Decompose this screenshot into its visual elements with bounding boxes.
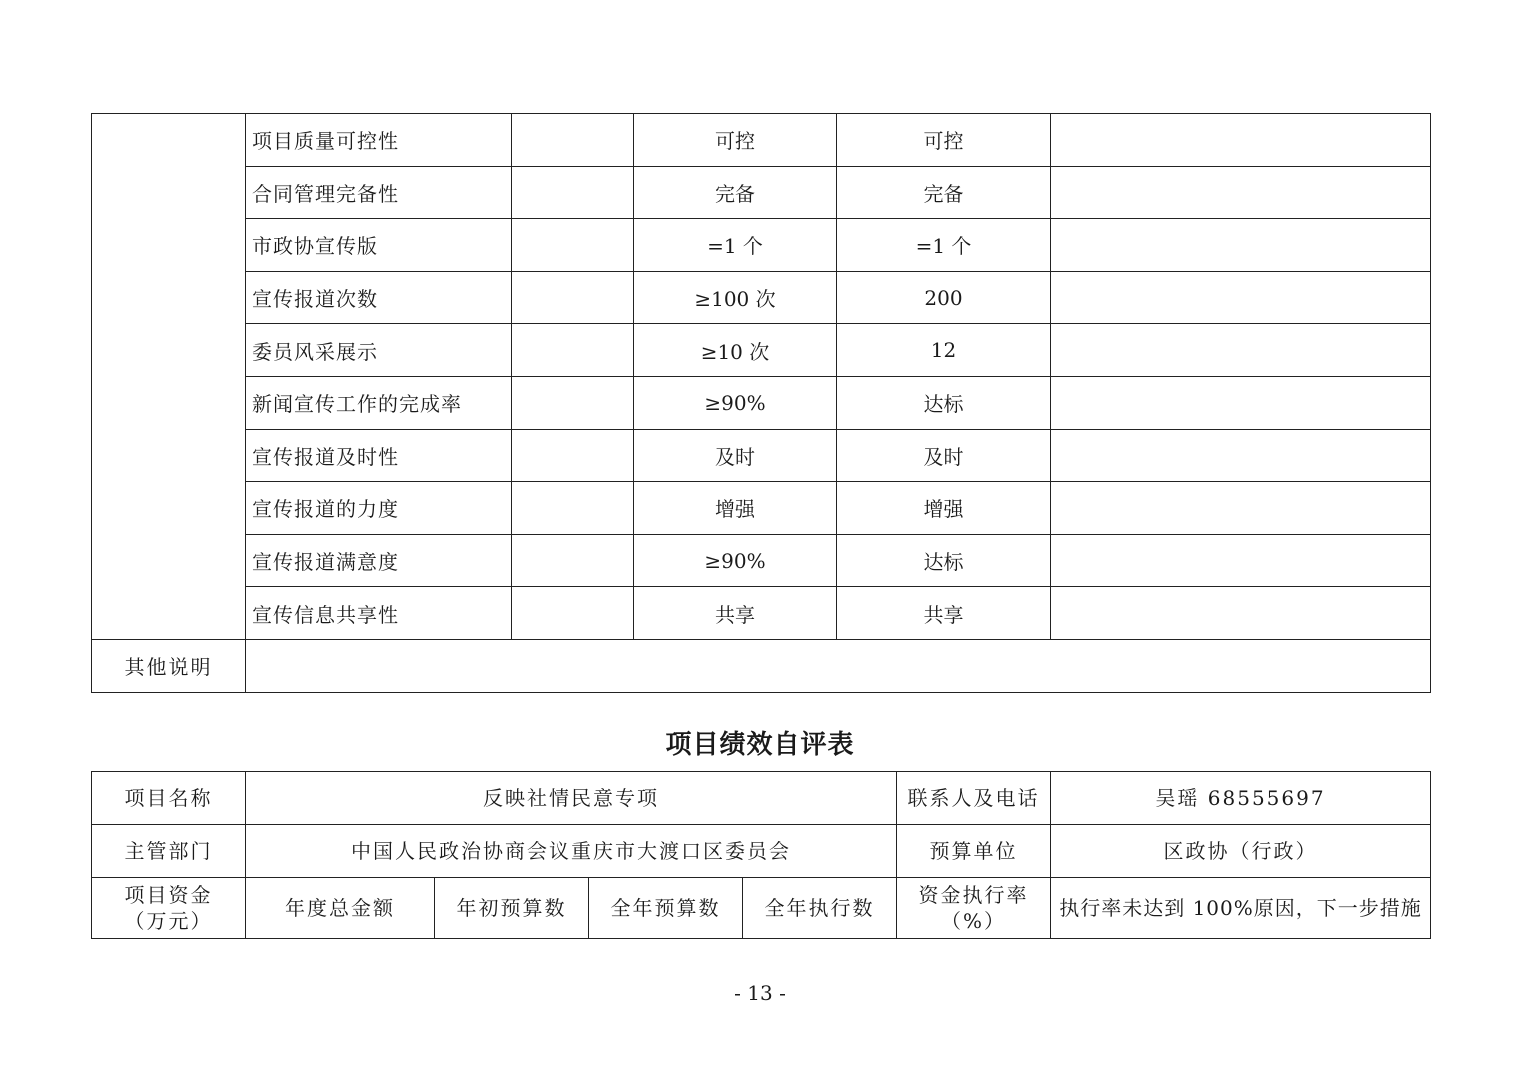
indicator-target: 共享 (634, 587, 837, 640)
indicators-body (92, 114, 1431, 640)
reason-header: 执行率未达到 100%原因，下一步措施 (1051, 878, 1431, 939)
indicator-name: 合同管理完备性 (246, 166, 512, 219)
indicator-remark (1051, 114, 1431, 167)
indicator-row (92, 324, 1431, 377)
indicator-name: 宣传报道及时性 (246, 429, 512, 482)
indicator-blank (512, 482, 634, 535)
indicator-target: ≥10 次 (634, 324, 837, 377)
indicator-remark (1051, 376, 1431, 429)
indicator-actual: =1 个 (837, 219, 1051, 272)
indicator-actual: 共享 (837, 587, 1051, 640)
indicator-remark (1051, 482, 1431, 535)
indicator-blank (512, 376, 634, 429)
indicator-remark (1051, 324, 1431, 377)
department-row (92, 825, 1431, 878)
exec-rate-line1: 资金执行率 (918, 883, 1029, 907)
indicator-name: 宣传报道的力度 (246, 482, 512, 535)
exec-rate-header (897, 878, 1051, 939)
self-evaluation-table (91, 771, 1431, 939)
budget-unit-label: 预算单位 (897, 825, 1051, 878)
indicator-target: 可控 (634, 114, 837, 167)
indicator-target: 完备 (634, 166, 837, 219)
indicator-target: 增强 (634, 482, 837, 535)
indicator-actual: 12 (837, 324, 1051, 377)
page-number: - 13 - (734, 981, 786, 1005)
indicator-row (92, 166, 1431, 219)
indicator-actual: 达标 (837, 534, 1051, 587)
other-notes-row (92, 639, 1431, 692)
indicator-remark (1051, 429, 1431, 482)
indicator-name: 宣传报道满意度 (246, 534, 512, 587)
department-label: 主管部门 (92, 825, 246, 878)
indicator-name: 市政协宣传版 (246, 219, 512, 272)
project-name-row (92, 772, 1431, 825)
annual-total-header: 年度总金额 (246, 878, 435, 939)
other-notes-value (246, 639, 1431, 692)
indicator-actual: 及时 (837, 429, 1051, 482)
indicator-remark (1051, 219, 1431, 272)
indicator-target: ≥100 次 (634, 271, 837, 324)
full-year-exec-header: 全年执行数 (743, 878, 897, 939)
initial-budget-header: 年初预算数 (435, 878, 589, 939)
indicator-row (92, 534, 1431, 587)
indicator-remark (1051, 587, 1431, 640)
indicator-name: 项目质量可控性 (246, 114, 512, 167)
funds-label-line2: （万元） (124, 909, 213, 933)
indicator-target: ≥90% (634, 376, 837, 429)
indicator-blank (512, 587, 634, 640)
indicator-remark (1051, 166, 1431, 219)
funds-header-row (92, 878, 1431, 939)
contact-label: 联系人及电话 (897, 772, 1051, 825)
indicator-name: 新闻宣传工作的完成率 (246, 376, 512, 429)
indicator-blank (512, 166, 634, 219)
indicator-row (92, 219, 1431, 272)
funds-label-line1: 项目资金 (124, 883, 213, 907)
indicator-blank (512, 219, 634, 272)
indicator-actual: 达标 (837, 376, 1051, 429)
indicator-actual: 200 (837, 271, 1051, 324)
indicator-name: 宣传信息共享性 (246, 587, 512, 640)
category-cell (92, 114, 246, 640)
indicator-row (92, 482, 1431, 535)
indicator-target: =1 个 (634, 219, 837, 272)
indicator-blank (512, 114, 634, 167)
indicator-row (92, 271, 1431, 324)
contact-value: 吴瑶 68555697 (1051, 772, 1431, 825)
indicator-actual: 可控 (837, 114, 1051, 167)
indicator-blank (512, 534, 634, 587)
indicator-blank (512, 271, 634, 324)
indicator-row (92, 429, 1431, 482)
indicator-row (92, 114, 1431, 167)
indicator-name: 宣传报道次数 (246, 271, 512, 324)
indicator-row (92, 587, 1431, 640)
indicator-target: 及时 (634, 429, 837, 482)
project-name-value: 反映社情民意专项 (246, 772, 897, 825)
budget-unit-value: 区政协（行政） (1051, 825, 1431, 878)
project-name-label: 项目名称 (92, 772, 246, 825)
department-value: 中国人民政治协商会议重庆市大渡口区委员会 (246, 825, 897, 878)
full-year-budget-header: 全年预算数 (589, 878, 743, 939)
indicator-blank (512, 429, 634, 482)
indicator-blank (512, 324, 634, 377)
performance-indicators-table (91, 113, 1431, 693)
other-notes-label: 其他说明 (92, 639, 246, 692)
indicator-name: 委员风采展示 (246, 324, 512, 377)
section-title: 项目绩效自评表 (665, 730, 855, 760)
exec-rate-line2: （%） (940, 909, 1006, 933)
indicator-row (92, 376, 1431, 429)
indicator-remark (1051, 271, 1431, 324)
indicator-actual: 增强 (837, 482, 1051, 535)
indicator-actual: 完备 (837, 166, 1051, 219)
indicator-remark (1051, 534, 1431, 587)
funds-label (92, 878, 246, 939)
indicator-target: ≥90% (634, 534, 837, 587)
